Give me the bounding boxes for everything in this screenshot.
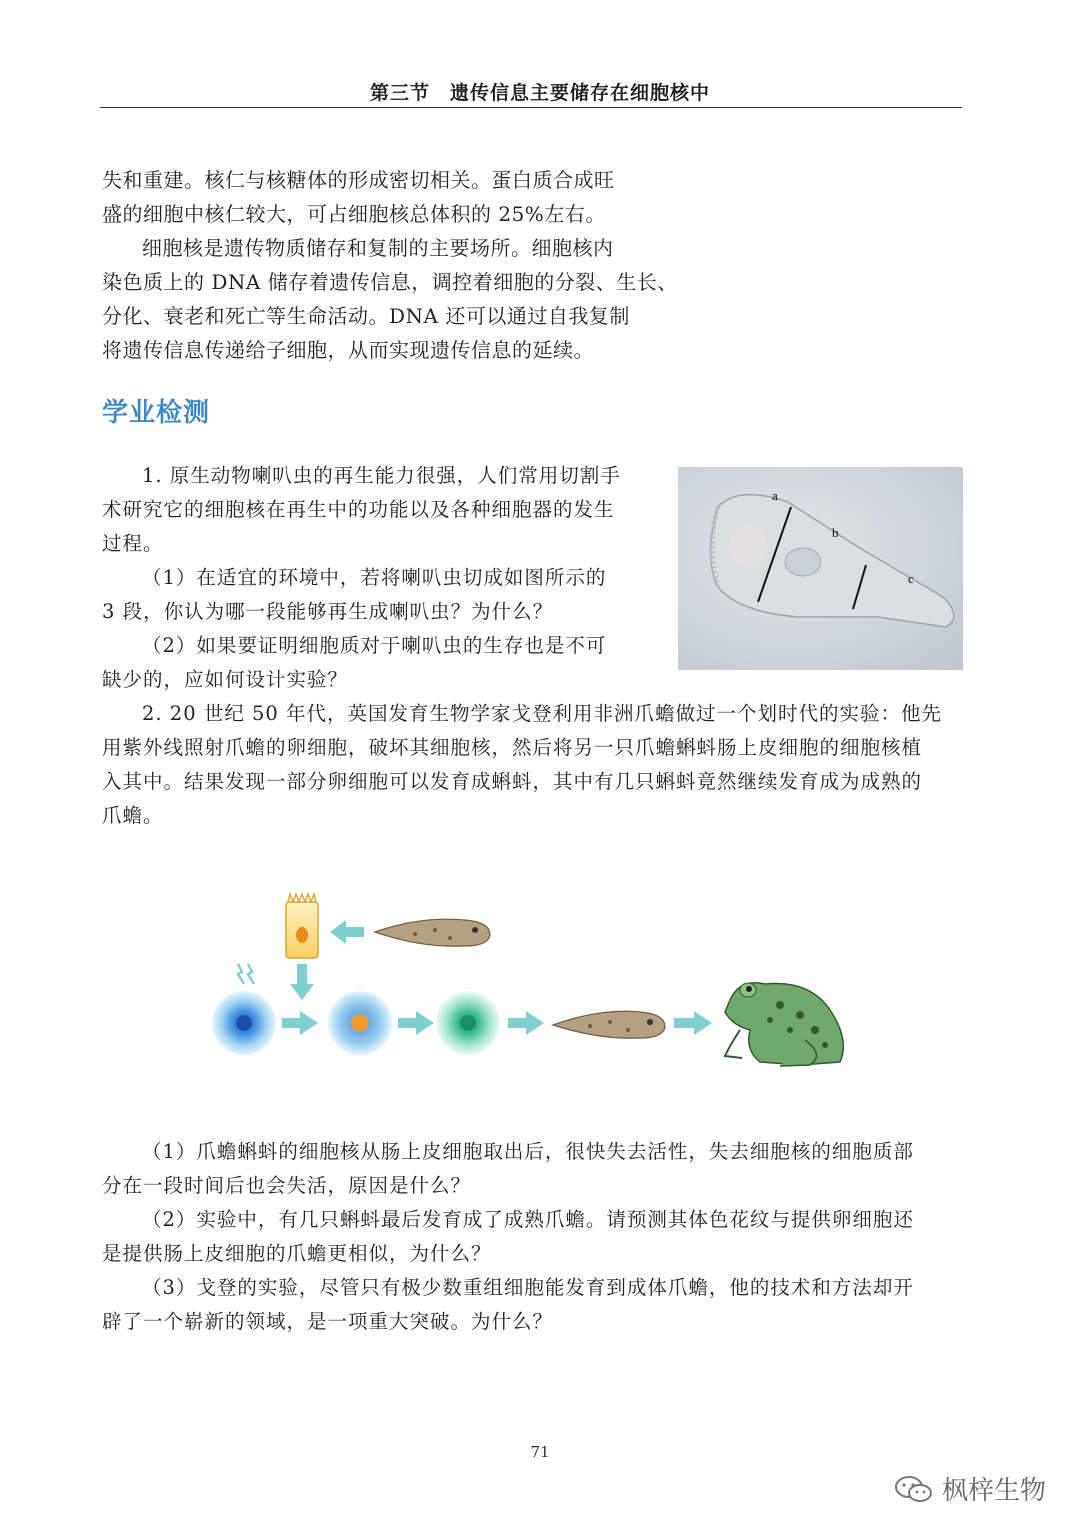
transplanted-nucleus	[352, 1015, 368, 1031]
arrow-right	[508, 1011, 544, 1035]
question-line: 是提供肠上皮细胞的爪蟾更相似，为什么？	[102, 1242, 492, 1265]
question-line: 缺少的，应如何设计实验？	[102, 668, 349, 691]
body-line: 染色质上的 DNA 储存着遗传信息，调控着细胞的分裂、生长、	[102, 270, 678, 294]
question-line: （3）戈登的实验，尽管只有极少数重组细胞能发育到成体爪蟾，他的技术和方法却开	[142, 1276, 914, 1299]
header-rule	[100, 107, 962, 108]
question-line: 2. 20 世纪 50 年代，英国发育生物学家戈登利用非洲爪蟾做过一个划时代的实验：他先	[142, 702, 943, 725]
question-1	[102, 459, 647, 697]
question-line: （2）如果要证明细胞质对于喇叭虫的生存也是不可	[142, 634, 607, 657]
label-b: b	[832, 525, 839, 540]
question-line: 过程。	[102, 532, 164, 555]
body-text-block	[102, 163, 682, 367]
stentor-illustration	[678, 467, 963, 670]
cell-nucleus	[296, 927, 308, 943]
watermark-text: 枫梓生物	[941, 1476, 1046, 1506]
stentor-photo	[678, 467, 963, 670]
body-line: 分化、衰老和死亡等生命活动。DNA 还可以通过自我复制	[102, 304, 630, 328]
question-line: （1）在适宜的环境中，若将喇叭虫切成如图所示的	[142, 566, 607, 589]
section-title: 学业检测	[102, 398, 211, 428]
body-line: 细胞核是遗传物质储存和复制的主要场所。细胞核内	[142, 236, 614, 260]
uv-lightning-icon	[238, 964, 254, 984]
arrow-right	[398, 1011, 434, 1035]
nuclear-transfer-diagram	[200, 880, 860, 1080]
question-line: 1. 原生动物喇叭虫的再生能力很强，人们常用切割手	[142, 464, 621, 487]
stentor-nucleus	[785, 548, 821, 576]
question-line: 爪蟾。	[102, 804, 164, 827]
arrow-down	[290, 964, 314, 1000]
body-line: 盛的细胞中核仁较大，可占细胞核总体积的 25%左右。	[102, 202, 606, 226]
question-line: 分在一段时间后也会失活，原因是什么？	[102, 1174, 472, 1197]
question-2	[102, 697, 964, 833]
question-line: （1）爪蟾蝌蚪的细胞核从肠上皮细胞取出后，很快失去活性，失去细胞核的细胞质部	[142, 1140, 914, 1163]
tadpole-icon	[375, 919, 490, 946]
adult-frog-icon	[725, 983, 843, 1066]
question-line: 入其中。结果发现一部分卵细胞可以发育成蝌蚪，其中有几只蝌蚪竟然继续发育成为成熟的	[102, 770, 923, 793]
page-header-title: 第三节 遗传信息主要储存在细胞核中	[369, 82, 710, 104]
tadpole-icon	[553, 1011, 665, 1038]
question-line: 辟了一个崭新的领域，是一项重大突破。为什么？	[102, 1310, 554, 1333]
body-line: 失和重建。核仁与核糖体的形成密切相关。蛋白质合成旺	[102, 168, 615, 192]
watermark	[894, 1470, 1046, 1507]
question-line: （2）实验中，有几只蝌蚪最后发育成了成熟爪蟾。请预测其体色花纹与提供卵细胞还	[142, 1208, 914, 1231]
arrow-left	[330, 920, 364, 944]
question-2-subquestions	[102, 1135, 964, 1339]
arrow-right	[674, 1011, 712, 1035]
question-line: 3 段，你认为哪一段能够再生成喇叭虫？为什么？	[102, 600, 554, 623]
arrow-right	[282, 1011, 318, 1035]
body-line: 将遗传信息传递给子细胞，从而实现遗传信息的延续。	[102, 338, 594, 362]
question-line: 术研究它的细胞核在再生中的功能以及各种细胞器的发生	[102, 498, 615, 521]
green-cell-nucleus	[460, 1015, 476, 1031]
egg-nucleus	[236, 1015, 252, 1031]
question-line: 用紫外线照射爪蟾的卵细胞，破坏其细胞核，然后将另一只爪蟾蝌蚪肠上皮细胞的细胞核植	[102, 736, 923, 759]
page-number: 71	[530, 1443, 550, 1461]
stentor-oral-region	[728, 525, 768, 569]
wechat-icon	[894, 1474, 934, 1504]
label-a: a	[772, 488, 778, 503]
label-c: c	[908, 571, 914, 586]
intestinal-cell	[286, 894, 318, 958]
